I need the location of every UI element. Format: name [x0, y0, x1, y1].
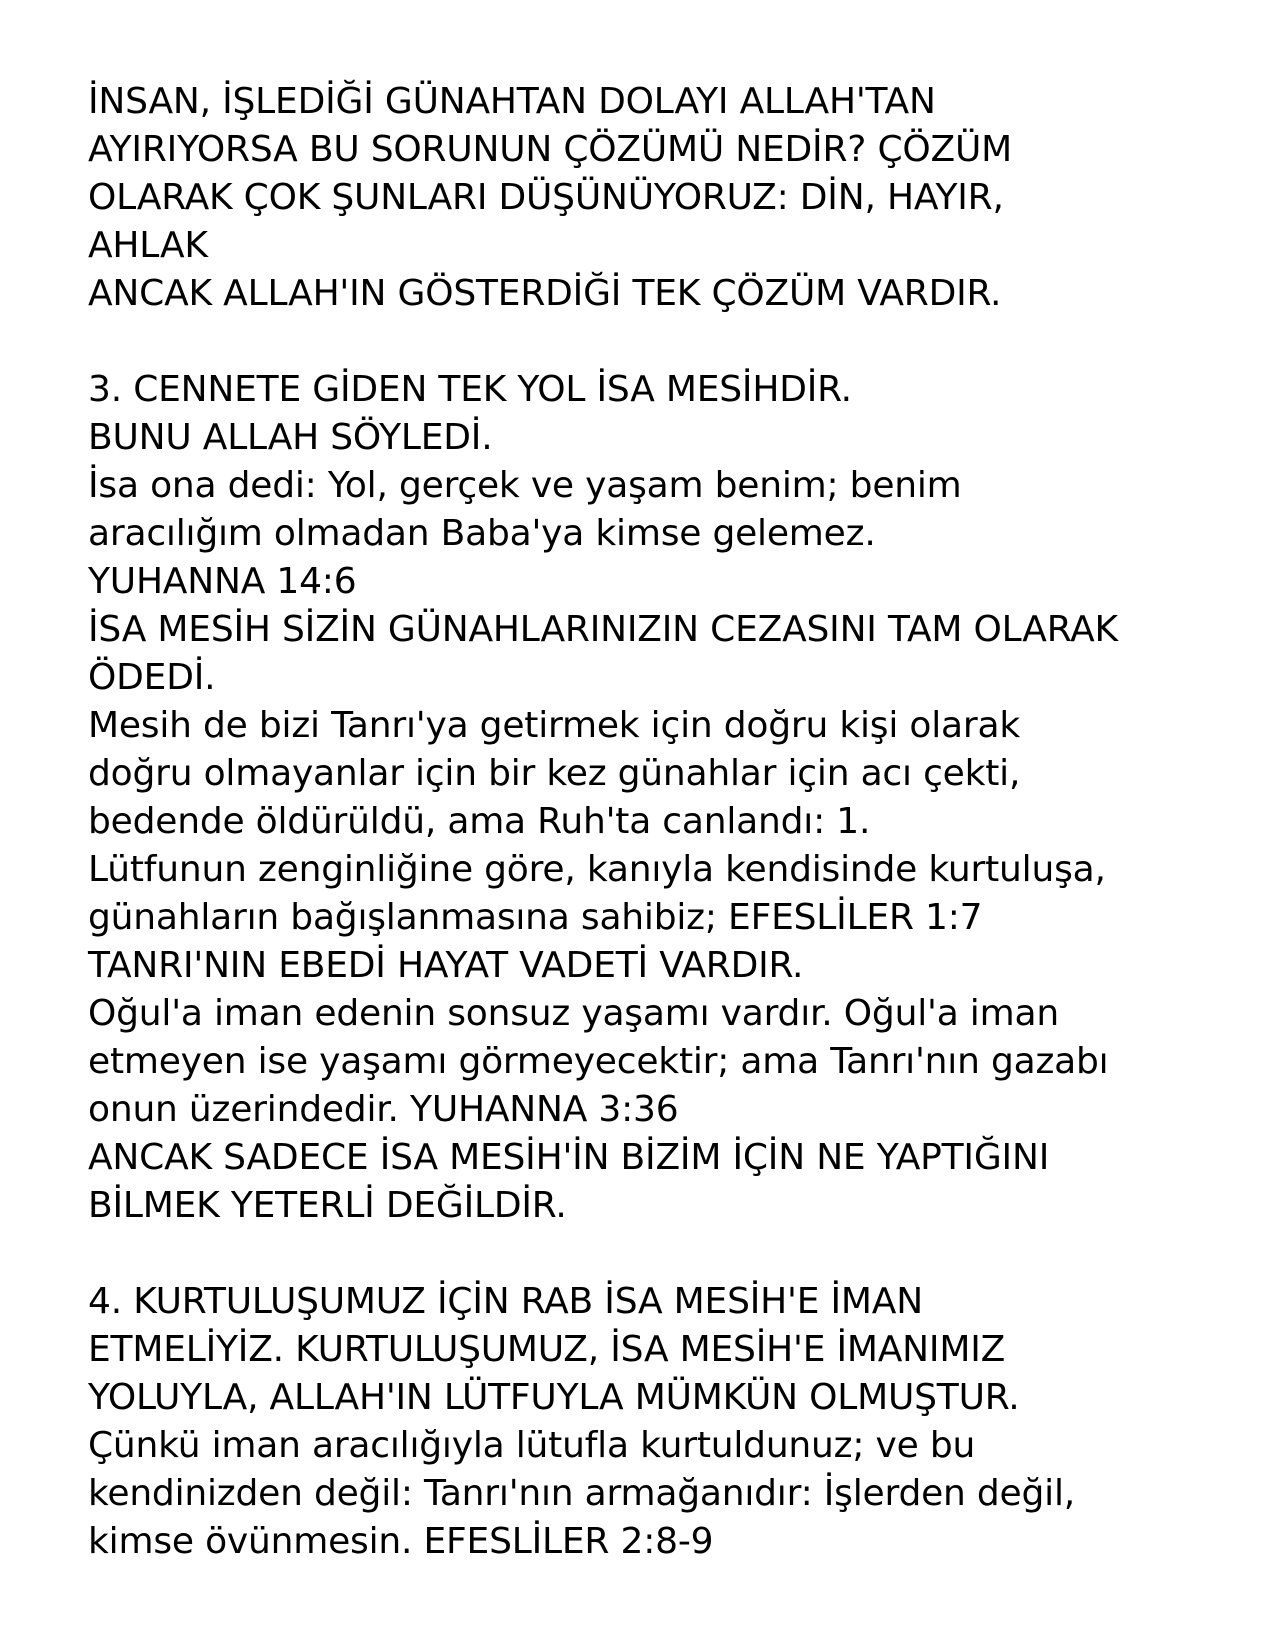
text-line: Lütfunun zenginliğine göre, kanıyla kendisinde kurtuluşa, [88, 849, 1106, 890]
text-line: BUNU ALLAH SÖYLEDİ. [88, 417, 493, 458]
text-line: ANCAK SADECE İSA MESİH'İN BİZİM İÇİN NE YAPTIĞINI [88, 1137, 1050, 1178]
text-line: YOLUYLA, ALLAH'IN LÜTFUYLA MÜMKÜN OLMUŞTUR. [88, 1377, 1020, 1418]
document-body [88, 78, 1208, 1566]
text-line: doğru olmayanlar için bir kez günahlar için acı çekti, [88, 753, 1021, 794]
text-line: Oğul'a iman edenin sonsuz yaşamı vardır. Oğul'a iman [88, 993, 1059, 1034]
text-line: AYIRIYORSA BU SORUNUN ÇÖZÜMÜ NEDİR? ÇÖZÜM [88, 129, 1012, 170]
text-line: İsa ona dedi: Yol, gerçek ve yaşam benim; benim [88, 465, 962, 506]
text-line: Mesih de bizi Tanrı'ya getirmek için doğru kişi olarak [88, 705, 1020, 746]
text-line: Çünkü iman aracılığıyla lütufla kurtuldunuz; ve bu [88, 1425, 976, 1466]
text-line: BİLMEK YETERLİ DEĞİLDİR. [88, 1185, 567, 1226]
verse-reference: YUHANNA 14:6 [88, 561, 357, 602]
section-heading: 4. KURTULUŞUMUZ İÇİN RAB İSA MESİH'E İMAN [88, 1281, 923, 1322]
text-line: İNSAN, İŞLEDİĞİ GÜNAHTAN DOLAYI ALLAH'TAN [88, 81, 936, 122]
text-line: günahların bağışlanmasına sahibiz; EFESLİLER 1:7 [88, 897, 983, 938]
section-heading: 3. CENNETE GİDEN TEK YOL İSA MESİHDİR. [88, 369, 852, 410]
text-line: ETMELİYİZ. KURTULUŞUMUZ, İSA MESİH'E İMANIMIZ [88, 1329, 1006, 1370]
text-line: kendinizden değil: Tanrı'nın armağanıdır: İşlerden değil, [88, 1473, 1076, 1514]
text-line: AHLAK [88, 225, 208, 266]
text-line: İSA MESİH SİZİN GÜNAHLARINIZIN CEZASINI TAM OLARAK [88, 609, 1118, 650]
text-line: bedende öldürüldü, ama Ruh'ta canlandı: 1. [88, 801, 871, 842]
paragraph-gap [88, 318, 1208, 366]
text-line: etmeyen ise yaşamı görmeyecektir; ama Tanrı'nın gazabı [88, 1041, 1109, 1082]
text-line: onun üzerindedir. YUHANNA 3:36 [88, 1089, 679, 1130]
text-line: ANCAK ALLAH'IN GÖSTERDİĞİ TEK ÇÖZÜM VARDIR. [88, 273, 1002, 314]
text-line: aracılığım olmadan Baba'ya kimse gelemez. [88, 513, 876, 554]
text-line: ÖDEDİ. [88, 657, 216, 698]
text-line: kimse övünmesin. EFESLİLER 2:8-9 [88, 1521, 714, 1562]
text-line: OLARAK ÇOK ŞUNLARI DÜŞÜNÜYORUZ: DİN, HAYIR, [88, 177, 1004, 218]
paragraph-gap [88, 1230, 1208, 1278]
text-line: TANRI'NIN EBEDİ HAYAT VADETİ VARDIR. [88, 945, 804, 986]
